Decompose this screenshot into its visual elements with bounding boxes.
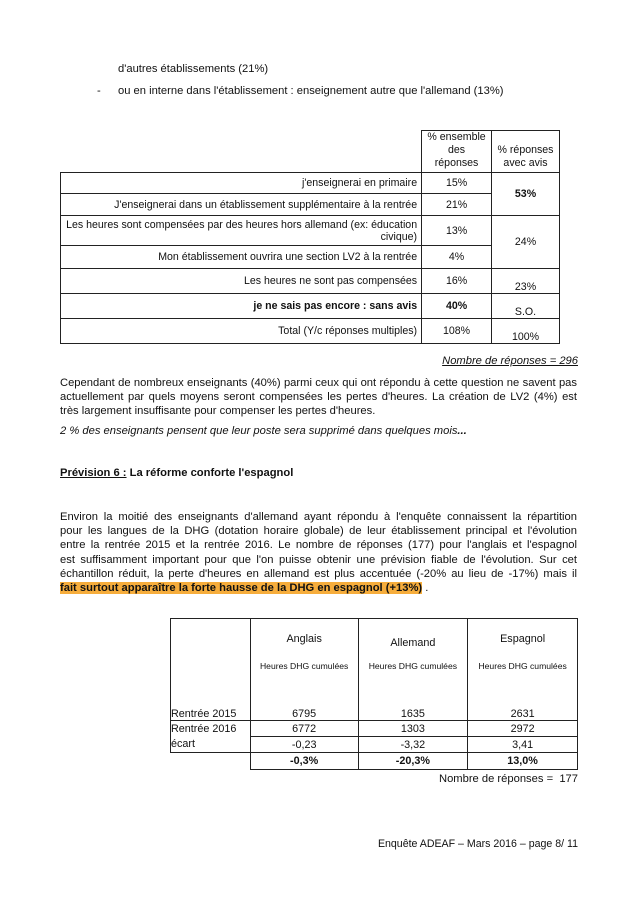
row-pct: 15%	[422, 173, 492, 194]
cell-percent: -20,3%	[358, 753, 468, 770]
row-label: je ne sais pas encore : sans avis	[61, 294, 422, 319]
row-label: Les heures sont compensées par des heures hors allemand (ex: éducation civique)	[61, 216, 422, 246]
cell: -0,23	[250, 737, 358, 753]
lang-anglais: Anglais	[286, 633, 322, 645]
row-pct: 16%	[422, 269, 492, 294]
bullet: -	[97, 85, 101, 97]
avis-value: S.O.	[492, 294, 560, 319]
header-avis: % réponses avec avis	[492, 131, 560, 173]
lang-espagnol: Espagnol	[500, 633, 546, 645]
paragraph-2-line: est suffisamment important pour que l'on puisse obtenir une prévision fiable de l'évolution. Sur cet	[60, 553, 577, 566]
cell: 3,41	[468, 737, 578, 753]
row-label: Rentrée 2016	[171, 721, 251, 737]
cell: 2631	[468, 695, 578, 721]
avis-value: 23%	[492, 269, 560, 294]
cell: 6772	[250, 721, 358, 737]
row-label: Total (Y/c réponses multiples)	[61, 319, 422, 344]
row-pct: 40%	[422, 294, 492, 319]
row-pct: 21%	[422, 194, 492, 216]
cell: 1303	[358, 721, 468, 737]
lang-allemand: Allemand	[390, 637, 436, 649]
cell: 1635	[358, 695, 468, 721]
paragraph-2-line: entre la rentrée 2015 et la rentrée 2016. Le nombre de réponses (177) pour l'anglais et l'espagnol	[60, 539, 577, 552]
paragraph-1-italic: 2 % des enseignants pensent que leur poste sera supprimé dans quelques mois...	[60, 425, 467, 437]
page-footer: Enquête ADEAF – Mars 2016 – page 8/ 11	[377, 838, 578, 850]
subheader: Heures DHG cumulées	[259, 661, 349, 671]
cell: 6795	[250, 695, 358, 721]
paragraph-2: Environ la moitié des enseignants d'allemand ayant répondu à l'enquête connaissent la répartition pour les langues de la DHG (dotation horaire globale) de leur établissement principal et l'évolution entre la rentrée 2015 et la rentrée 2016. Le nombre de réponses (177) pour l'anglais et l'espagnol est suffisamment important pour que l'on puisse obtenir une prévision fiable de l'évolution. Sur cet échantillon réduit, la perte d'heures en allemand est plus accentuée (-20% au lieu de -17%) mais il fait surtout apparaître la forte hausse de la DHG en espagnol (+13%) .	[60, 511, 577, 595]
row-pct: 4%	[422, 246, 492, 269]
cell: 2972	[468, 721, 578, 737]
intro-line-1: d'autres établissements (21%)	[118, 63, 269, 75]
compensation-table	[60, 130, 560, 344]
header-ensemble: % ensemble des réponses	[422, 131, 492, 173]
paragraph-2-line: Environ la moitié des enseignants d'allemand ayant répondu à l'enquête connaissent la répartition	[60, 511, 577, 523]
cell-percent: 13,0%	[468, 753, 578, 770]
avis-value: 100%	[492, 319, 560, 344]
nb-reponses-1: Nombre de réponses = 296	[442, 355, 578, 367]
section-heading: Prévision 6 : La réforme conforte l'espagnol	[60, 467, 294, 479]
paragraph-2-line: pour les langues de la DHG (dotation horaire globale) de leur établissement principal et l'évolution	[60, 525, 577, 538]
subheader: Heures DHG cumulées	[478, 661, 567, 671]
paragraph-1-text: Cependant de nombreux enseignants (40%) parmi ceux qui ont répondu à cette question ne savent pas actuellement par quels moyens seront compensées les pertes d'heures. La création de LV2 (4%) est très largement insuffisante pour compenser les pertes d'heures.	[60, 377, 577, 418]
row-label: J'enseignerai dans un établissement supplémentaire à la rentrée	[61, 194, 422, 216]
row-label: Les heures ne sont pas compensées	[61, 269, 422, 294]
paragraph-2-line: échantillon réduit, la perte d'heures en allemand est plus accentuée (-20% au lieu de -17%) mais il	[60, 567, 577, 580]
row-label: Rentrée 2015	[171, 695, 251, 721]
row-label: j'enseignerai en primaire	[61, 173, 422, 194]
row-label: écart	[171, 737, 251, 753]
highlighted-text: fait surtout apparaître la forte hausse de la DHG en espagnol (+13%)	[60, 582, 423, 595]
nb-reponses-2: Nombre de réponses = 177	[438, 773, 578, 785]
avis-value: 24%	[492, 216, 560, 269]
cell-percent: -0,3%	[250, 753, 358, 770]
paragraph-1	[60, 376, 577, 419]
cell: -3,32	[358, 737, 468, 753]
dhg-table	[170, 618, 578, 770]
avis-value: 53%	[492, 173, 560, 216]
intro-line-2: ou en interne dans l'établissement : enseignement autre que l'allemand (13%)	[118, 85, 504, 97]
row-pct: 108%	[422, 319, 492, 344]
row-pct: 13%	[422, 216, 492, 246]
subheader: Heures DHG cumulées	[368, 661, 458, 671]
row-label: Mon établissement ouvrira une section LV2 à la rentrée	[61, 246, 422, 269]
